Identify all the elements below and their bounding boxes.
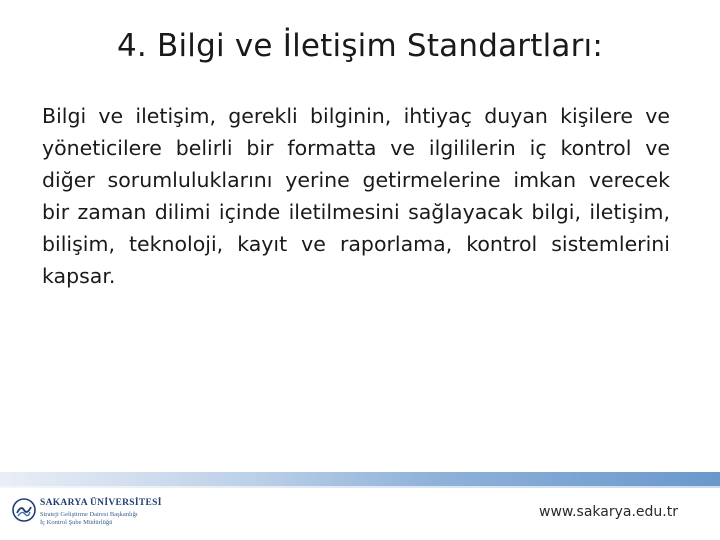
university-emblem-icon	[12, 497, 36, 523]
slide-body-text: Bilgi ve iletişim, gerekli bilginin, ihtiyaç duyan kişilere ve yöneticilere belirli bir formatta ve ilgililerin iç kontrol ve diğer sorumluluklarını yerine getirmelerine imkan verecek bir zaman dilimi içinde iletilmesini sağlayacak bilgi, iletişim, bilişim, teknoloji, kayıt ve raporlama, kontrol sistemlerini kapsar.	[42, 104, 670, 288]
footer-band	[0, 472, 720, 486]
logo-department-line: Strateji Geliştirme Dairesi Başkanlığı	[40, 511, 138, 518]
logo-branch-line: İç Kontrol Şube Müdürlüğü	[40, 519, 113, 526]
slide-title: 4. Bilgi ve İletişim Standartları:	[116, 28, 603, 64]
logo-university-name: SAKARYA ÜNİVERSİTESİ	[40, 498, 162, 508]
university-logo	[12, 495, 182, 531]
footer-url[interactable]: www.sakarya.edu.tr	[539, 504, 678, 520]
